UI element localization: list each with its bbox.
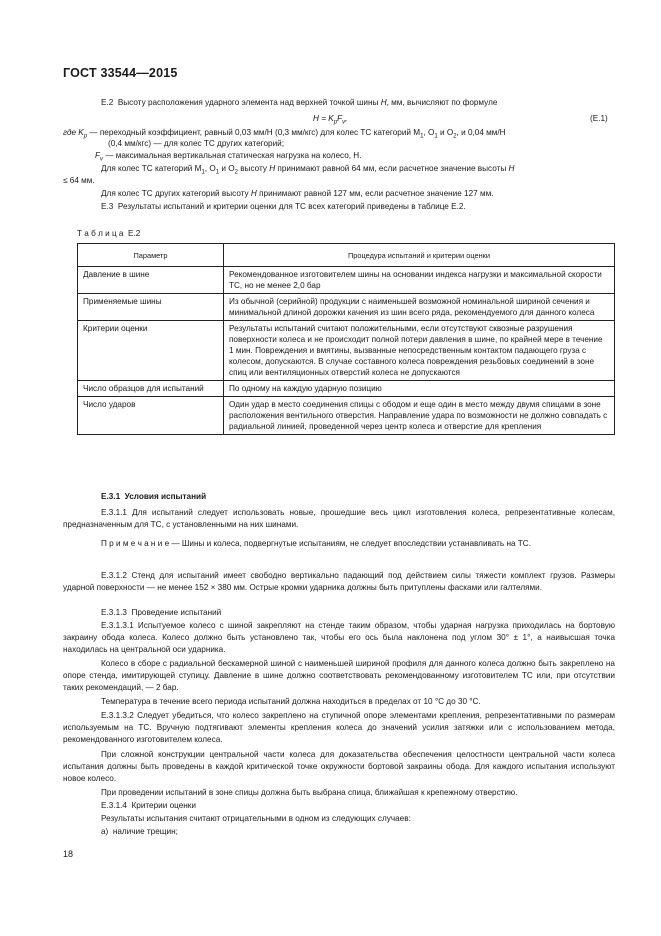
e2-h-symbol: H bbox=[380, 98, 387, 107]
table-e2 bbox=[77, 243, 615, 435]
row-procedure: Один удар в место соединения спицы с ободом и еще один в место между двумя спицами в зоне расположения вентильного отверстия. Направление удара по возможности не должно совпадать с радиальной линией, проведенной через центр колеса и отверстие для крепления bbox=[224, 397, 615, 435]
kp-definition-line2: (0,4 мм/кгс) — для колес ТС других категорий; bbox=[108, 139, 285, 148]
cat-text: Для колес ТС категорий М bbox=[101, 164, 202, 173]
row-param: Критерии оценки bbox=[78, 321, 224, 381]
kp-text: — переходный коэффициент, равный 0,03 мм/Н (0,3 мм/кгс) для колес ТС категорий М bbox=[87, 128, 421, 137]
table-row bbox=[78, 381, 615, 397]
other-text2: принимают равной 127 мм, если расчетное значение 127 мм. bbox=[259, 189, 494, 198]
section-e31-heading: Е.3.1 Условия испытаний bbox=[101, 492, 207, 501]
kp-definition: где $K_p$ — переходный коэффициент, равный 0,03 мм/Н (0,3 мм/кгс) для колес ТС категорий $М_1$, $O_1$ и $О_2$, и 0,04 мм/Н bbox=[63, 128, 506, 140]
col-header-procedure: Процедура испытаний и критерии оценки bbox=[224, 244, 615, 267]
list-item-a: а) наличие трещин; bbox=[101, 827, 178, 836]
row-param: Применяемые шины bbox=[78, 294, 224, 321]
section-e313-heading: Е.3.1.3 Проведение испытаний bbox=[101, 608, 222, 617]
row-procedure: Результаты испытаний считают положительными, если отсутствуют сквозные разрушения поверхности колеса и не происходит полной потери давления в шине, по крайней мере в течение 1 мин. Повреждения и вмятины, вызванные непосредственным контактом падающего груза с колесом, допускаются. В случае составного колеса повреждения резьбовых соединений в зоне спиц или вентиляционных отверстий колеса не допускаются bbox=[224, 321, 615, 381]
kp-text2: и О bbox=[439, 128, 454, 137]
kp-label: где K bbox=[63, 128, 84, 137]
para-negative: Результаты испытания считают отрицательными в одном из следующих случаев: bbox=[101, 814, 411, 823]
para-spoke: При проведении испытаний в зоне спицы должна быть выбрана спица, ближайшая к крепежному отверстию. bbox=[101, 788, 518, 797]
table-row bbox=[78, 321, 615, 381]
para-e312: Е.3.1.2 Стенд для испытаний имеет свободно вертикально падающий под действием силы тяжести комплект грузов. Размеры ударной поверхности — не менее 152 × 380 мм. Острые кромки ударника должны быть притуплены фасками или галтелями. bbox=[63, 571, 615, 592]
table-row bbox=[78, 294, 615, 321]
para-e3132: Е.3.1.3.2 Следует убедиться, что колесо закреплено на ступичной опоре элементами крепления, репрезентативными по размерам используемым на ТС. Вручную подтягивают элементы крепления колеса до значений усилия затяжки или с использованием метода, рекомендованного изготовителем колеса. bbox=[63, 711, 615, 744]
formula-text: H = K bbox=[313, 114, 334, 123]
e2-heading-tail: , мм, вычисляют по формуле bbox=[386, 98, 498, 107]
row-param: Давление в шине bbox=[78, 267, 224, 294]
para-e311: Е.3.1.1 Для испытаний следует использовать новые, прошедшие весь цикл изготовления колеса, репрезентативные колесам, предназначенным для ТС, с установленными на них шинами. bbox=[63, 508, 615, 529]
fv-definition: $F_v$ — максимальная вертикальная статическая нагрузка на колесо, Н. bbox=[95, 151, 362, 163]
note: П р и м е ч а н и е — Шины и колеса, подвергнутые испытаниям, не следует впоследствии устанавливать на ТС. bbox=[101, 539, 531, 548]
category-rule: Для колес ТС категорий $М_1$, $O_1$ и $O_2$ высоту H принимают равной 64 мм, если расчетное значение высоты H bbox=[101, 164, 515, 176]
row-param: Число ударов bbox=[78, 397, 224, 435]
section-e314-heading: Е.3.1.4 Критерии оценки bbox=[101, 801, 196, 810]
page-number: 18 bbox=[63, 849, 74, 859]
other-text: Для колес ТС других категорий высоту bbox=[101, 189, 249, 198]
cat-text2: высоту bbox=[240, 164, 267, 173]
para-assembly: Колесо в сборе с радиальной бескамерной шиной с наименьшей шириной профиля для данного колеса должно быть закреплено на опоре стенда, имитирующей ступицу. Давление в шине должно соответствовать рекомендованному изготовителем ТС или, при отсутствии таких рекомендаций, — 2 бар. bbox=[63, 659, 615, 692]
e2-heading-line bbox=[101, 97, 497, 108]
table-caption: Т а б л и ц а Е.2 bbox=[77, 229, 141, 238]
row-procedure: Из обычной (серийной) продукции с наименьшей возможной номинальной шириной сечения и минимальной длиной дорожки качения из шин всего ряда, рекомендуемого для данного колеса bbox=[224, 294, 615, 321]
para-e3131: Е.3.1.3.1 Испытуемое колесо с шиной закрепляют на стенде таким образом, чтобы ударная нагрузка приходилась на бортовую закраину обода колеса. Колесо должно быть установлено так, чтобы его ось была наклонена под углом 30° ± 1°, а наивысшая точка находилась на центральной оси ударника. bbox=[63, 621, 615, 654]
e3-paragraph: Е.3 Результаты испытаний и критерии оценки для ТС всех категорий приведены в таблице Е.2. bbox=[101, 202, 466, 211]
e2-heading: Е.2 Высоту расположения ударного элемента над верхней точкой шины bbox=[101, 98, 379, 107]
other-rule: Для колес ТС других категорий высоту H принимают равной 127 мм, если расчетное значение 127 мм. bbox=[101, 189, 494, 198]
kp-text3: , и 0,04 мм/Н bbox=[456, 128, 506, 137]
cat-text3: принимают равной 64 мм, если расчетное значение высоты bbox=[277, 164, 507, 173]
row-procedure: По одному на каждую ударную позицию bbox=[224, 381, 615, 397]
col-header-param: Параметр bbox=[78, 244, 224, 267]
document-header: ГОСТ 33544—2015 bbox=[63, 66, 178, 80]
row-procedure: Рекомендованное изготовителем шины на основании индекса нагрузки и максимальной скорости ТС, но не менее 2,0 бар bbox=[224, 267, 615, 294]
formula-number: (Е.1) bbox=[590, 114, 608, 123]
para-complex: При сложной конструкции центральной части колеса для доказательства обеспечения целостности центральной части колеса испытания должны быть проведены в каждой критической точке окружности бортовой закраины обода. Для каждого испытания используют новое колесо. bbox=[63, 750, 615, 783]
table-row bbox=[78, 267, 615, 294]
formula-e1: $H = K_pF_v$, bbox=[313, 114, 348, 126]
fv-text: — максимальная вертикальная статическая нагрузка на колесо, Н. bbox=[103, 151, 362, 160]
para-temperature: Температура в течение всего периода испытаний должна находиться в пределах от 10 °С до 30 °С. bbox=[101, 697, 481, 706]
row-param: Число образцов для испытаний bbox=[78, 381, 224, 397]
table-header-row bbox=[78, 244, 615, 267]
category-rule-line2: ≤ 64 мм. bbox=[63, 176, 95, 185]
table-row bbox=[78, 397, 615, 435]
